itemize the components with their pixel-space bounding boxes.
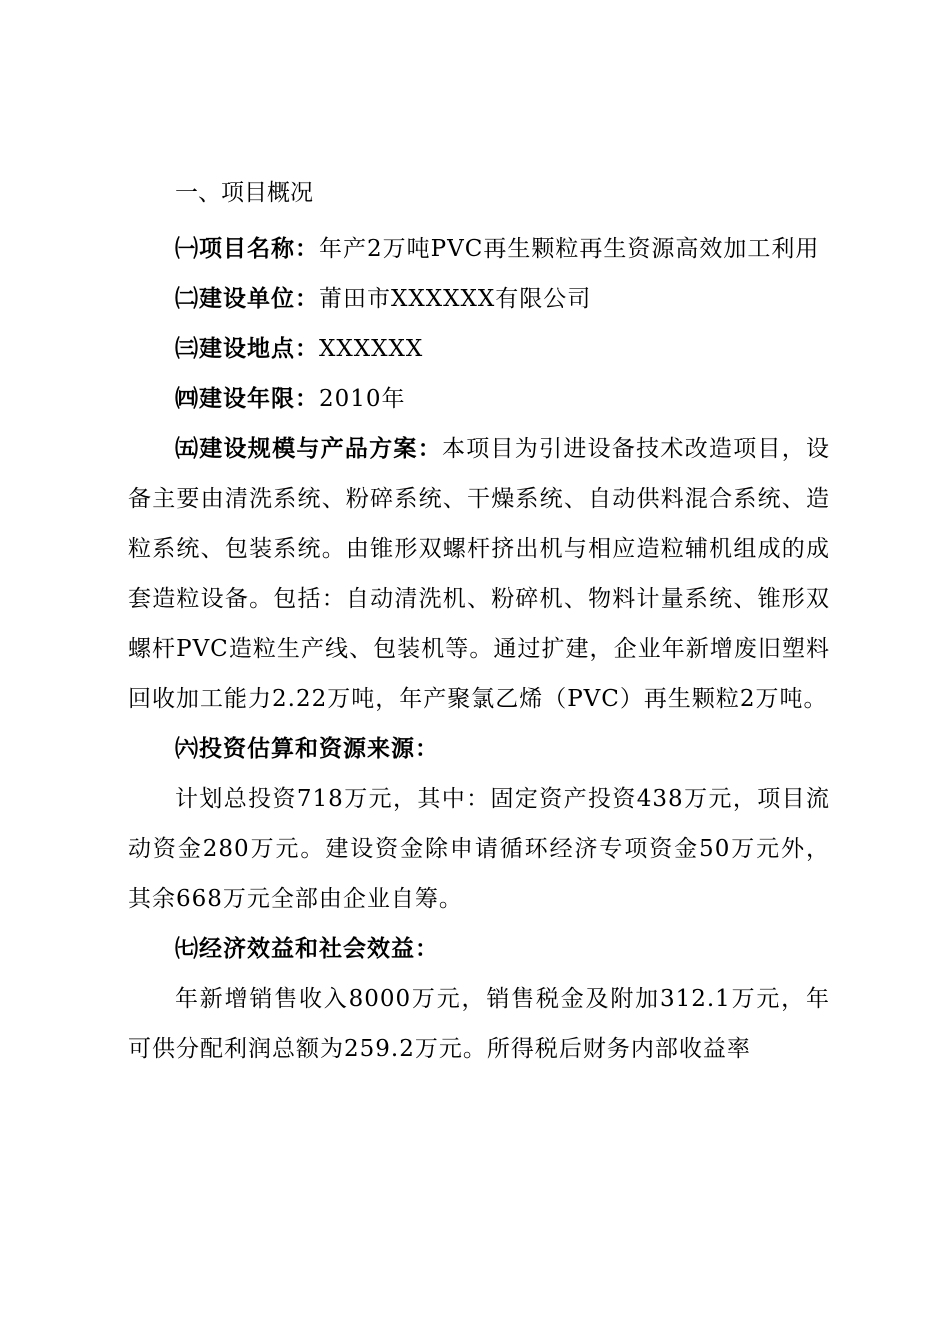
item-label: ㈤建设规模与产品方案： xyxy=(175,436,442,462)
item-investment-heading xyxy=(128,724,830,774)
item-text: 本项目为引进设备技术改造项目，设备主要由清洗系统、粉碎系统、干燥系统、自动供料混合系统、造粒系统、包装系统。由锥形双螺杆挤出机与相应造粒辅机组成的成套造粒设备。包括：自动清洗机、粉碎机、物料计量系统、锥形双螺杆PVC造粒生产线、包装机等。通过扩建，企业年新增废旧塑料回收加工能力2.22万吨，年产聚氯乙烯（PVC）再生颗粒2万吨。 xyxy=(128,436,831,712)
item-scale-and-products xyxy=(128,424,830,724)
item-text: 年产2万吨PVC再生颗粒再生资源高效加工利用 xyxy=(319,236,820,262)
document-page xyxy=(128,168,830,1074)
item-construction-site xyxy=(128,324,830,374)
item-label: ㈠项目名称： xyxy=(175,236,319,262)
item-label: ㈢建设地点： xyxy=(175,336,319,362)
item-text: 年新增销售收入8000万元，销售税金及附加312.1万元，年可供分配利润总额为259.2万元。所得税后财务内部收益率 xyxy=(128,986,830,1062)
item-text: 计划总投资718万元，其中：固定资产投资438万元，项目流动资金280万元。建设资金除申请循环经济专项资金50万元外，其余668万元全部由企业自筹。 xyxy=(128,786,830,912)
item-benefits-heading xyxy=(128,924,830,974)
item-text: 2010年 xyxy=(319,386,406,412)
item-label: ㈣建设年限： xyxy=(175,386,319,412)
item-construction-period xyxy=(128,374,830,424)
item-investment-body xyxy=(128,774,830,924)
item-text: 莆田市XXXXXX有限公司 xyxy=(319,286,592,312)
item-label: ㈡建设单位： xyxy=(175,286,319,312)
item-text: XXXXXX xyxy=(319,336,424,362)
item-label: ㈥投资估算和资源来源： xyxy=(175,736,439,762)
section-title: 一、项目概况 xyxy=(175,180,313,206)
item-construction-unit xyxy=(128,274,830,324)
item-label: ㈦经济效益和社会效益： xyxy=(175,936,439,962)
item-project-name xyxy=(128,224,830,274)
item-benefits-body xyxy=(128,974,830,1074)
